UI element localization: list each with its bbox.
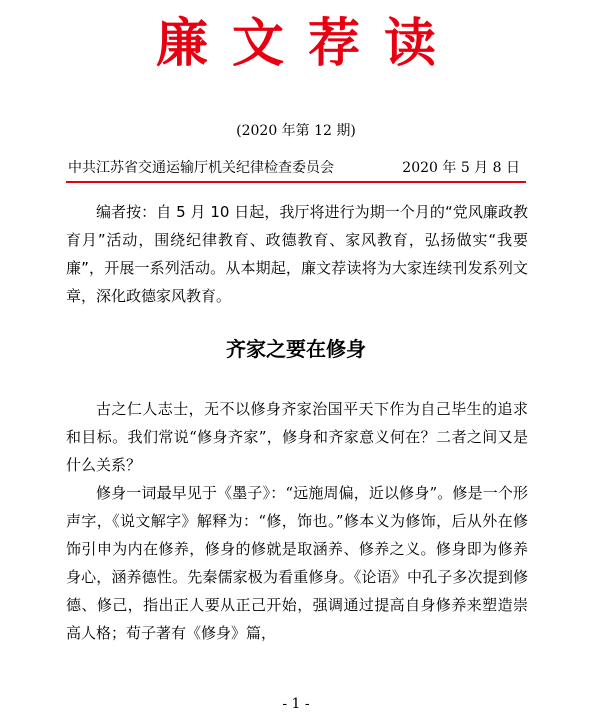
masthead-title: 廉文荐读 — [155, 13, 460, 74]
issue-number: (2020 年第 12 期) — [236, 123, 356, 139]
article-paragraph: 古之仁人志士，无不以修身齐家治国平天下作为自己毕生的追求和目标。我们常说“修身齐家”，修身和齐家意义何在？二者之间又是什么关系？ — [66, 400, 528, 474]
article-paragraph: 修身一词最早见于《墨子》：“远施周偏，近以修身”。修是一个形声字，《说文解字》解释为：“修，饰也。”修本义为修饰，后从外在修饰引申为内在修养，修身的修就是取涵养、修养之义。修身即为修养身心，涵养德性。先秦儒家极为看重修身。《论语》中孔子多次提到修德、修己，指出正人要从正己开始，强调通过提高自身修养来塑造崇高人格；荀子著有《修身》篇， — [66, 484, 528, 642]
article-title: 齐家之要在修身 — [226, 337, 366, 361]
publisher-line — [68, 156, 524, 180]
publisher-org: 中共江苏省交通运输厅机关纪律检查委员会 — [68, 160, 334, 176]
publish-date: 2020 年 5 月 8 日 — [402, 160, 520, 176]
red-divider — [66, 181, 526, 183]
page-number: - 1 - — [282, 696, 310, 712]
editor-note: 编者按：自 5 月 10 日起，我厅将进行为期一个月的“党风廉政教育月”活动，围绕纪律教育、政德教育、家风教育，弘扬做实“我要廉”，开展一系列活动。从本期起，廉文荐读将为大家连续刊发系列文章，深化政德家风教育。 — [66, 203, 528, 305]
